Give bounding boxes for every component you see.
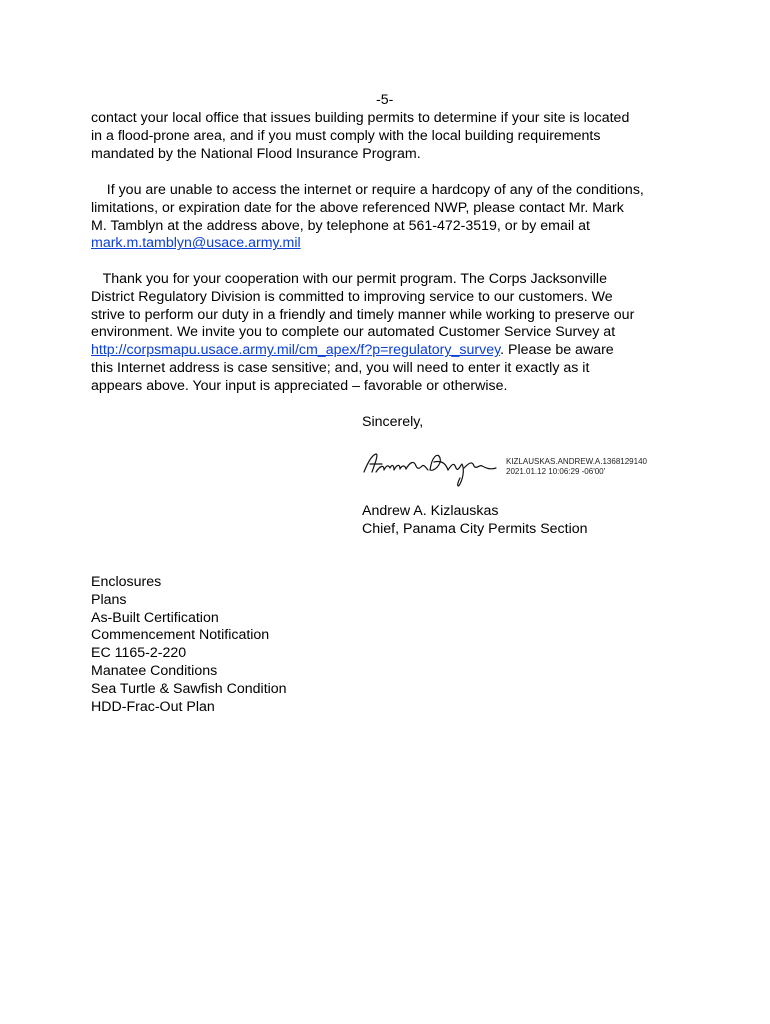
- enclosure-item: EC 1165-2-220: [91, 645, 187, 662]
- signer-title: Chief, Panama City Permits Section: [362, 520, 588, 537]
- paragraph-line: If you are unable to access the internet or require a hardcopy of any of the conditions,: [91, 182, 644, 198]
- signature-name-line: KIZLAUSKAS.ANDREW.A.1368129140: [506, 457, 647, 466]
- paragraph-line: contact your local office that issues building permits to determine if your site is located: [91, 110, 630, 126]
- paragraph-line: environment. We invite you to complete our automated Customer Service Survey at: [91, 324, 616, 341]
- contact-paragraph: [91, 182, 644, 253]
- paragraph-line: District Regulatory Division is committed to improving service to our customers. We: [91, 288, 613, 305]
- signature-date-line: 2021.01.12 10:06:29 -06'00': [506, 467, 606, 476]
- enclosure-item: Sea Turtle & Sawfish Condition: [91, 680, 287, 697]
- enclosure-item: Manatee Conditions: [91, 662, 218, 679]
- signature-stamp: [506, 457, 647, 477]
- enclosure-item: HDD-Frac-Out Plan: [91, 698, 215, 715]
- enclosure-item: As-Built Certification: [91, 609, 219, 626]
- digital-signature: [360, 446, 660, 492]
- paragraph-line: limitations, or expiration date for the above referenced NWP, please contact Mr. Mark: [91, 199, 624, 216]
- paragraph-line: Thank you for your cooperation with our permit program. The Corps Jacksonville: [91, 271, 607, 287]
- signer-block: [362, 503, 588, 539]
- survey-link[interactable]: http://corpsmapu.usace.army.mil/cm_apex/f?p=regulatory_survey: [91, 342, 501, 359]
- flood-paragraph: [91, 110, 629, 163]
- paragraph-line: mandated by the National Flood Insurance Program.: [91, 145, 421, 162]
- paragraph-line: appears above. Your input is appreciated – favorable or otherwise.: [91, 377, 508, 394]
- page-number: -5-: [376, 92, 394, 108]
- paragraph-line-tail: . Please be aware: [500, 342, 614, 359]
- paragraph-line: this Internet address is case sensitive; and, you will need to enter it exactly as it: [91, 359, 590, 376]
- paragraph-line: strive to perform our duty in a friendly and timely manner while working to preserve our: [91, 306, 635, 323]
- survey-paragraph: [91, 271, 634, 396]
- enclosure-item: Commencement Notification: [91, 627, 270, 644]
- closing-salutation: Sincerely,: [362, 414, 424, 430]
- enclosure-item: Plans: [91, 591, 127, 608]
- signer-name: Andrew A. Kizlauskas: [362, 503, 499, 519]
- enclosures-list: [91, 574, 287, 716]
- handwritten-signature: [360, 446, 505, 492]
- paragraph-line: in a flood-prone area, and if you must comply with the local building requirements: [91, 127, 601, 144]
- enclosures-heading: Enclosures: [91, 574, 162, 590]
- paragraph-line: M. Tamblyn at the address above, by telephone at 561-472-3519, or by email at: [91, 217, 590, 234]
- email-link[interactable]: mark.m.tamblyn@usace.army.mil: [91, 235, 301, 252]
